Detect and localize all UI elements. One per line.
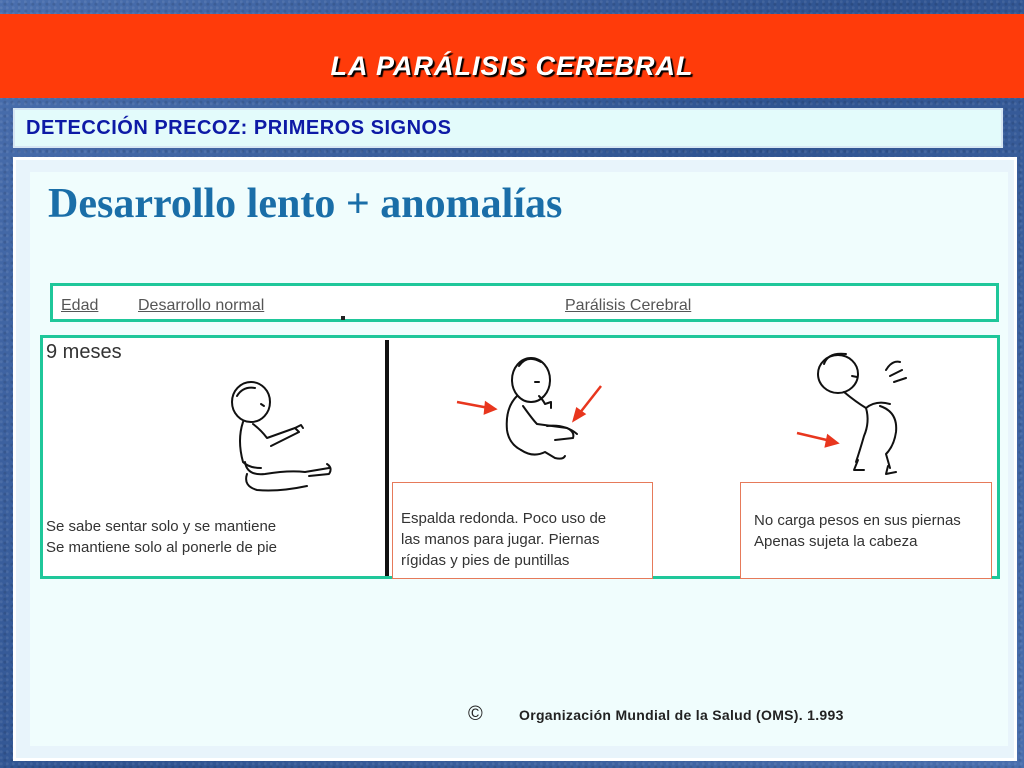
pc-sign-box-1 (392, 482, 653, 579)
baby-not-bearing-weight-figure (808, 346, 928, 476)
pc-line: rígidas y pies de puntillas (401, 552, 570, 569)
subtitle-text: DETECCIÓN PRECOZ: PRIMEROS SIGNOS (26, 116, 452, 139)
slide-heading: Desarrollo lento + anomalías (48, 181, 563, 227)
table-header (50, 283, 999, 322)
baby-sitting-normal-figure (223, 376, 338, 501)
subtitle-bar (13, 108, 1003, 148)
age-label: 9 meses (46, 341, 122, 363)
slide-title: LA PARÁLISIS CEREBRAL (330, 50, 694, 81)
header-pc: Parálisis Cerebral (565, 297, 692, 314)
pc-line: Espalda redonda. Poco uso de (401, 510, 607, 527)
column-divider (385, 340, 389, 576)
pc-line: las manos para jugar. Piernas (401, 531, 600, 548)
title-band (0, 14, 1024, 98)
copyright-icon: © (468, 703, 483, 725)
source-citation: Organización Mundial de la Salud (OMS). 1.993 (519, 707, 844, 723)
normal-line: Se sabe sentar solo y se mantiene (46, 518, 277, 535)
normal-description (46, 516, 277, 558)
pc-sign-box-2 (740, 482, 992, 579)
header-normal: Desarrollo normal (138, 297, 265, 314)
arrow-icon (795, 428, 845, 450)
arrow-icon (455, 380, 605, 425)
pc-line: No carga pesos en sus piernas (754, 512, 961, 529)
normal-line: Se mantiene solo al ponerle de pie (46, 539, 277, 556)
header-age: Edad (61, 297, 99, 314)
pc-line: Apenas sujeta la cabeza (754, 533, 918, 550)
table-row (40, 335, 1000, 579)
tick-mark (341, 316, 345, 320)
